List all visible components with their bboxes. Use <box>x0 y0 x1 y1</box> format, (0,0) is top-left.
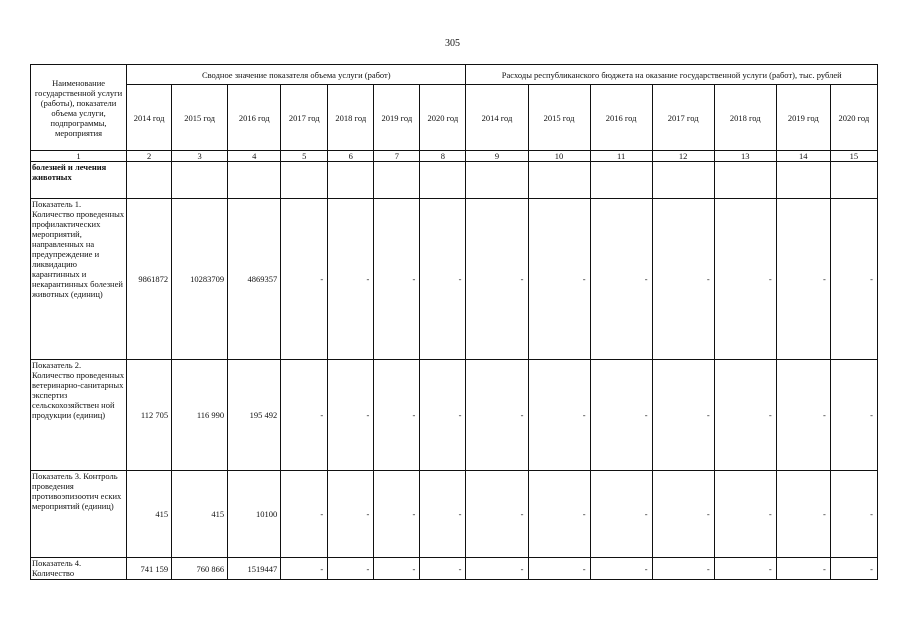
column-number: 10 <box>528 151 590 162</box>
budget-table <box>30 64 878 580</box>
cell-value: - <box>590 199 652 360</box>
header-expense-group: Расходы республиканского бюджета на оказание государственной услуги (работ), тыс. рублей <box>466 65 878 85</box>
row-name: Показатель 3. Контроль проведения противоэпизоотич еских мероприятий (единиц) <box>31 471 127 558</box>
table-row <box>31 558 878 580</box>
cell-value: - <box>466 558 528 580</box>
cell-value: 10100 <box>228 471 281 558</box>
cell-value: - <box>420 360 466 471</box>
cell-value: - <box>374 558 420 580</box>
header-year: 2014 год <box>127 85 172 151</box>
cell-value <box>374 162 420 199</box>
cell-value: - <box>776 199 830 360</box>
header-year: 2016 год <box>228 85 281 151</box>
header-year: 2020 год <box>830 85 877 151</box>
cell-value: - <box>714 360 776 471</box>
column-number: 5 <box>281 151 328 162</box>
cell-value: - <box>420 199 466 360</box>
row-name: Показатель 1. Количество проведенных профилактических мероприятий, направленных на предупреждение и ликвидацию карантинных и некарантинных болезней животных (единиц) <box>31 199 127 360</box>
cell-value: - <box>776 471 830 558</box>
cell-value: - <box>652 360 714 471</box>
cell-value: - <box>420 558 466 580</box>
table-row <box>31 162 878 199</box>
header-year: 2019 год <box>374 85 420 151</box>
cell-value: 10283709 <box>172 199 228 360</box>
cell-value: - <box>528 558 590 580</box>
cell-value: - <box>420 471 466 558</box>
cell-value <box>652 162 714 199</box>
cell-value: - <box>714 558 776 580</box>
row-name: Показатель 4. Количество <box>31 558 127 580</box>
column-number: 1 <box>31 151 127 162</box>
cell-value: - <box>528 471 590 558</box>
column-number: 2 <box>127 151 172 162</box>
cell-value: 760 866 <box>172 558 228 580</box>
header-year: 2015 год <box>172 85 228 151</box>
column-number: 7 <box>374 151 420 162</box>
header-year: 2018 год <box>714 85 776 151</box>
cell-value: - <box>830 360 877 471</box>
column-number: 11 <box>590 151 652 162</box>
header-row-groups <box>31 65 878 85</box>
header-year: 2014 год <box>466 85 528 151</box>
header-year: 2016 год <box>590 85 652 151</box>
cell-value: - <box>328 199 374 360</box>
cell-value: - <box>528 199 590 360</box>
header-year: 2017 год <box>652 85 714 151</box>
header-year: 2019 год <box>776 85 830 151</box>
cell-value: - <box>590 558 652 580</box>
cell-value <box>776 162 830 199</box>
header-year: 2015 год <box>528 85 590 151</box>
page-number: 305 <box>445 38 460 49</box>
cell-value <box>228 162 281 199</box>
cell-value: 9861872 <box>127 199 172 360</box>
cell-value: - <box>281 471 328 558</box>
cell-value <box>127 162 172 199</box>
header-volume-group: Сводное значение показателя объема услуги (работ) <box>127 65 466 85</box>
header-row-years <box>31 85 878 151</box>
header-year: 2018 год <box>328 85 374 151</box>
header-row-col-numbers <box>31 151 878 162</box>
cell-value: - <box>776 558 830 580</box>
cell-value: - <box>466 360 528 471</box>
table-body <box>31 65 878 580</box>
column-number: 12 <box>652 151 714 162</box>
column-number: 4 <box>228 151 281 162</box>
cell-value: 1519447 <box>228 558 281 580</box>
cell-value: - <box>830 471 877 558</box>
cell-value: - <box>714 199 776 360</box>
cell-value: - <box>374 471 420 558</box>
cell-value: 415 <box>127 471 172 558</box>
table-row <box>31 199 878 360</box>
column-number: 6 <box>328 151 374 162</box>
cell-value: - <box>652 558 714 580</box>
cell-value: - <box>374 360 420 471</box>
cell-value: - <box>830 199 877 360</box>
column-number: 14 <box>776 151 830 162</box>
cell-value: - <box>776 360 830 471</box>
cell-value: - <box>466 471 528 558</box>
cell-value: - <box>528 360 590 471</box>
cell-value: - <box>652 199 714 360</box>
cell-value: 116 990 <box>172 360 228 471</box>
cell-value <box>590 162 652 199</box>
column-number: 9 <box>466 151 528 162</box>
cell-value: - <box>328 471 374 558</box>
cell-value: 415 <box>172 471 228 558</box>
cell-value: - <box>328 558 374 580</box>
cell-value: - <box>590 471 652 558</box>
header-year: 2020 год <box>420 85 466 151</box>
cell-value: - <box>374 199 420 360</box>
cell-value: - <box>281 360 328 471</box>
table-row <box>31 360 878 471</box>
cell-value: 4869357 <box>228 199 281 360</box>
cell-value: - <box>328 360 374 471</box>
table-row <box>31 471 878 558</box>
cell-value: - <box>652 471 714 558</box>
column-number: 15 <box>830 151 877 162</box>
cell-value <box>714 162 776 199</box>
column-number: 8 <box>420 151 466 162</box>
cell-value <box>830 162 877 199</box>
cell-value <box>528 162 590 199</box>
cell-value: 112 705 <box>127 360 172 471</box>
cell-value: 741 159 <box>127 558 172 580</box>
row-name: Показатель 2. Количество проведенных ветеринарно-санитарных экспертиз сельскохозяйствен ной продукции (единиц) <box>31 360 127 471</box>
cell-value: - <box>466 199 528 360</box>
cell-value <box>281 162 328 199</box>
cell-value: 195 492 <box>228 360 281 471</box>
column-number: 13 <box>714 151 776 162</box>
cell-value: - <box>830 558 877 580</box>
cell-value: - <box>714 471 776 558</box>
cell-value <box>420 162 466 199</box>
cell-value <box>466 162 528 199</box>
cell-value: - <box>590 360 652 471</box>
cell-value <box>328 162 374 199</box>
cell-value: - <box>281 199 328 360</box>
column-number: 3 <box>172 151 228 162</box>
cell-value <box>172 162 228 199</box>
header-name-col: Наименование государственной услуги (работы), показатели объема услуги, подпрограммы, мероприятия <box>31 65 127 151</box>
header-year: 2017 год <box>281 85 328 151</box>
row-name: болезней и лечения животных <box>31 162 127 199</box>
cell-value: - <box>281 558 328 580</box>
